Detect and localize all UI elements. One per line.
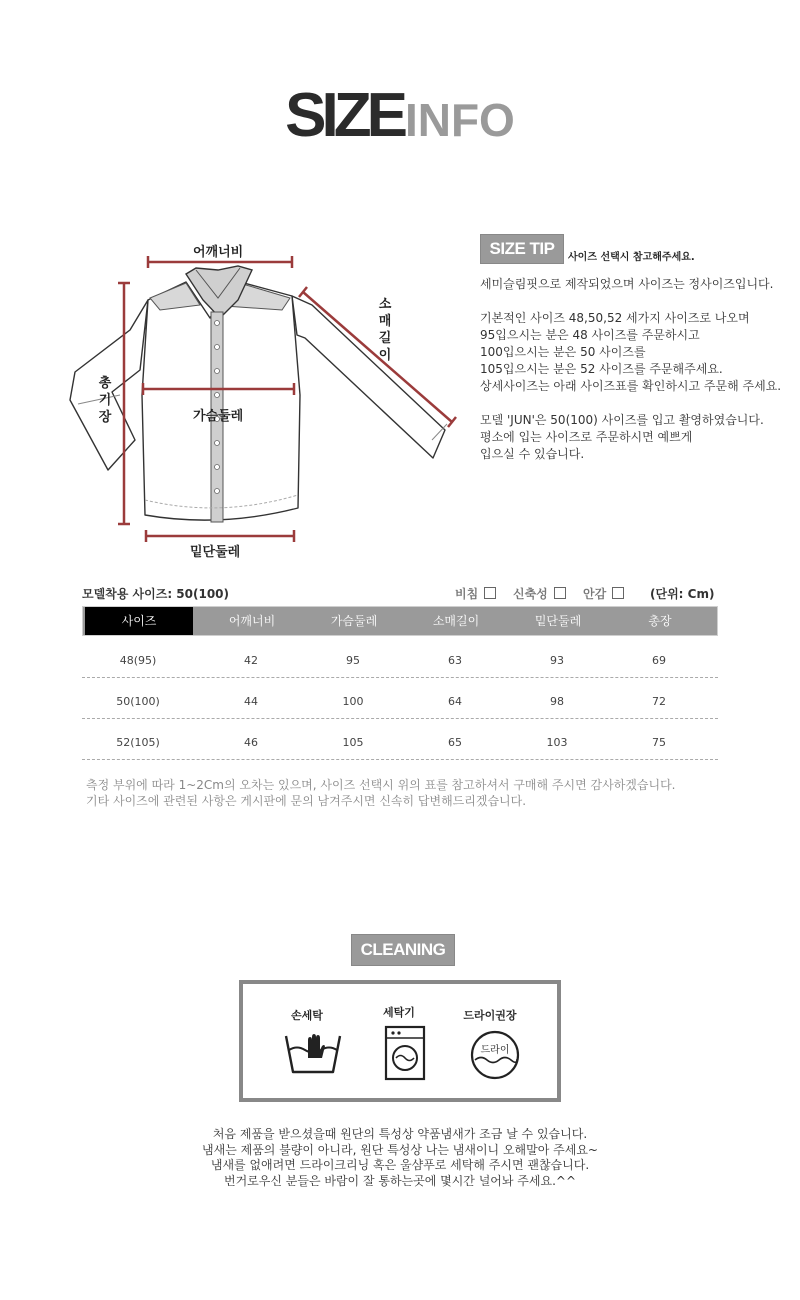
model-size-label: 모델착용 사이즈: 50(100) [82,587,230,601]
cell-length: 72 [652,695,666,708]
washing-machine-icon [383,1024,427,1082]
cell-hem: 93 [550,654,564,667]
cell-shoulder: 46 [244,736,258,749]
header-hem: 밑단둘레 [534,614,582,628]
label-dry-clean: 드라이권장 [463,1009,517,1022]
size-tip-text: 세미슬림핏으로 제작되었으며 사이즈는 정사이즈입니다. 기본적인 사이즈 48,50,52 세가지 사이즈로 나오며 95입으시는 분은 48 사이즈를 주문하시고 100입으시는 분은 50 사이즈를 105입으시는 분은 52 사이즈를 주문해주세요. 상세사이즈는 아래 사이즈표를 확인하시고 주문해 주세요. 모델 'JUN'은 50(100) 사이즈를 입고 촬영하였습니다. 평소에 입는 사이즈로 주문하시면 예쁘게 입으실 수 있습니다. [480,277,782,461]
cell-sleeve: 63 [448,654,462,667]
cell-size: 52(105) [116,736,160,749]
dry-clean-icon-text: 드라이 [480,1045,510,1056]
cell-shoulder: 44 [244,695,258,708]
size-info-title [0,80,800,151]
cell-size: 48(95) [119,654,157,667]
table-row [82,719,718,760]
dry-clean-icon [467,1030,523,1080]
label-hem: 밑단둘레 [190,545,241,560]
cell-sleeve: 64 [448,695,462,708]
table-row [82,637,718,678]
header-shoulder: 어깨너비 [228,614,276,628]
cell-sleeve: 65 [448,736,462,749]
cell-size: 50(100) [116,695,160,708]
cell-length: 75 [652,736,666,749]
label-sleeve: 소 매 길 이 [378,297,392,363]
cell-chest: 100 [342,695,364,708]
cleaning-box [239,980,561,1102]
size-notes: 측정 부위에 따라 1~2Cm의 오차는 있으며, 사이즈 선택시 위의 표를 참고하셔서 구매해 주시면 감사하겠습니다. 기타 사이즈에 관련된 사항은 게시판에 문의 남겨주시면 신속히 답변해드리겠습니다. [86,778,676,808]
cell-chest: 105 [342,736,364,749]
size-tip-subtitle: 사이즈 선택시 참고해주세요. [568,252,695,263]
label-hand-wash: 손세탁 [291,1009,323,1022]
header-length: 총장 [648,614,672,628]
size-table-header [82,606,718,636]
fit-stretch: 신축성 [513,585,566,602]
title-info: INFO [404,94,515,146]
title-size: SIZE [285,81,403,150]
label-chest: 가슴둘레 [193,409,244,424]
unit-label: (단위: Cm) [650,587,715,601]
header-sleeve: 소매길이 [432,614,480,628]
hand-wash-icon [283,1028,343,1080]
cell-chest: 95 [346,654,360,667]
label-shoulder: 어깨너비 [193,245,244,260]
cell-hem: 98 [550,695,564,708]
lining-checkbox [612,587,624,599]
shirt-diagram [60,255,480,555]
cell-shoulder: 42 [244,654,258,667]
size-tip-badge: SIZE TIP [480,234,564,264]
fit-lining: 안감 [583,585,624,602]
label-length: 총 기 장 [98,376,112,425]
cleaning-text: 처음 제품을 받으셨을때 원단의 특성상 약품냄새가 조금 날 수 있습니다. 냄새는 제품의 불량이 아니라, 원단 특성상 나는 냄새이니 오해말아 주세요~ 냄새를 없애려면 드라이크리닝 혹은 울샴푸로 세탁해 주시면 괜찮습니다. 번거로우신 분들은 바람이 잘 통하는곳에 몇시간 널어놔 주세요.^^ [202,1127,598,1188]
header-size: 사이즈 [85,607,193,635]
table-row [82,678,718,719]
fit-see-through: 비침 [455,585,496,602]
stretch-checkbox [554,587,566,599]
cell-hem: 103 [546,736,568,749]
cell-length: 69 [652,654,666,667]
label-washing-machine: 세탁기 [383,1006,415,1019]
cleaning-badge: CLEANING [351,934,455,966]
see-through-checkbox [484,587,496,599]
header-chest: 가슴둘레 [330,614,378,628]
